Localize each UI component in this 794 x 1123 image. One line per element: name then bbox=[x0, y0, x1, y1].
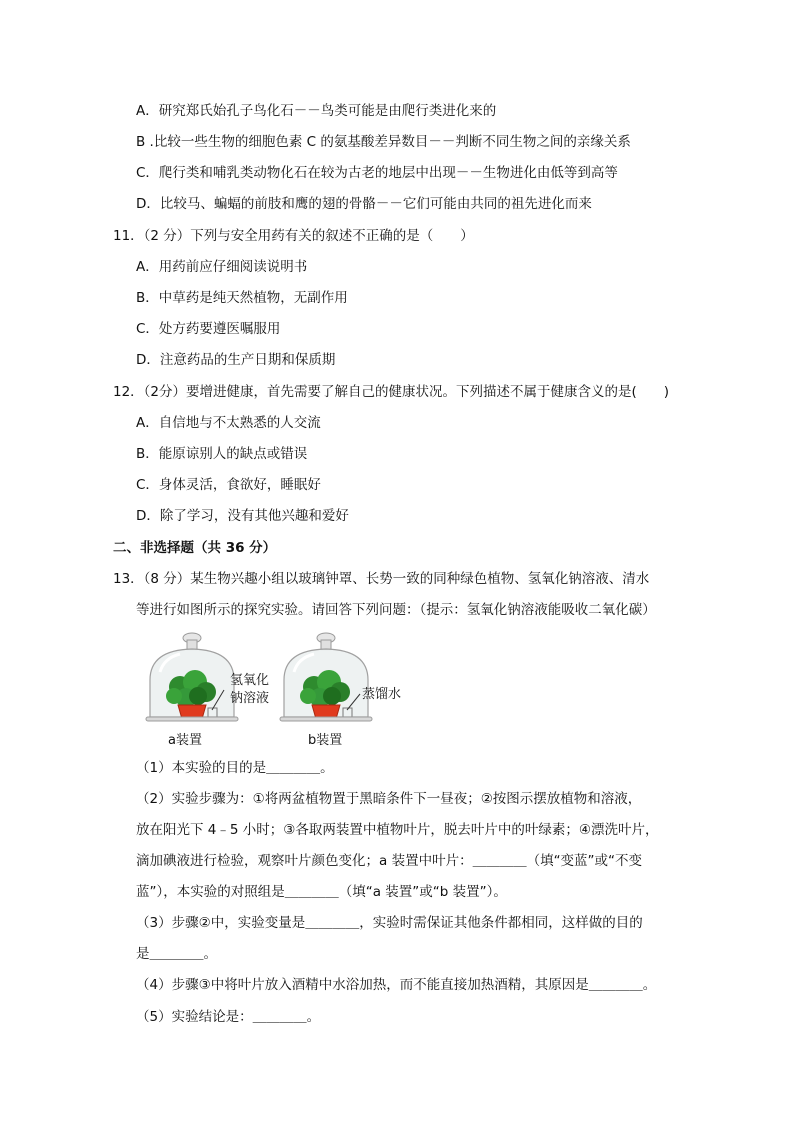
q11-stem: 11．（2 分）下列与安全用药有关的叙述不正确的是（ ） bbox=[113, 228, 474, 244]
q13-part-4: （4）步骤③中将叶片放入酒精中水浴加热，而不能直接加热酒精，其原因是＿＿＿＿。 bbox=[136, 977, 657, 993]
apparatus-b bbox=[280, 633, 372, 721]
q13-part-3-line-2: 是＿＿＿＿。 bbox=[136, 946, 217, 962]
q10-option-c: C．爬行类和哺乳类动物化石在较为古老的地层中出现－－生物进化由低等到高等 bbox=[136, 165, 618, 181]
q12-option-c: C．身体灵活，食欲好，睡眠好 bbox=[136, 477, 321, 493]
a-solution-label-2: 钠溶液 bbox=[230, 691, 270, 706]
q13-part-2-line-2: 放在阳光下 4﹣5 小时；③各取两装置中植物叶片，脱去叶片中的叶绿素；④漂洗叶片， bbox=[136, 822, 659, 838]
a-apparatus-caption: a装置 bbox=[168, 733, 202, 748]
q11-option-d: D．注意药品的生产日期和保质期 bbox=[136, 352, 336, 368]
section-heading: 二、非选择题（共 36 分） bbox=[113, 540, 277, 556]
b-apparatus-caption: b装置 bbox=[308, 733, 343, 748]
q13-part-2-line-3: 滴加碘液进行检验，观察叶片颜色变化；a 装置中叶片：＿＿＿＿（填“变蓝”或“不变 bbox=[136, 853, 643, 869]
q13-part-1: （1）本实验的目的是＿＿＿＿。 bbox=[136, 760, 334, 776]
q12-option-b: B．能原谅别人的缺点或错误 bbox=[136, 446, 308, 462]
q13-stem-line-2: 等进行如图所示的探究实验。请回答下列问题：（提示：氢氧化钠溶液能吸收二氧化碳） bbox=[136, 602, 656, 618]
q12-option-d: D．除了学习，没有其他兴趣和爱好 bbox=[136, 508, 349, 524]
q10-option-a: A．研究郑氏始孔子鸟化石－－鸟类可能是由爬行类进化来的 bbox=[136, 103, 497, 119]
q12-option-a: A．自信地与不太熟悉的人交流 bbox=[136, 415, 321, 431]
b-solution-label: 蒸馏水 bbox=[362, 687, 402, 702]
q13-stem-line-1: 13．（8 分）某生物兴趣小组以玻璃钟罩、长势一致的同种绿色植物、氢氧化钠溶液、清水 bbox=[113, 571, 650, 587]
q10-option-b: B .比较一些生物的细胞色素 C 的氨基酸差异数目－－判断不同生物之间的亲缘关系 bbox=[136, 134, 631, 150]
q12-stem: 12．（2分）要增进健康，首先需要了解自己的健康状况。下列描述不属于健康含义的是( ) bbox=[113, 384, 670, 400]
experiment-figure bbox=[140, 632, 440, 750]
q13-part-2-line-1: （2）实验步骤为：①将两盆植物置于黑暗条件下一昼夜；②按图示摆放植物和溶液， bbox=[136, 791, 642, 807]
a-solution-label-1: 氢氧化 bbox=[230, 673, 270, 688]
q13-part-3-line-1: （3）步骤②中，实验变量是＿＿＿＿，实验时需保证其他条件都相同，这样做的目的 bbox=[136, 915, 643, 931]
q13-part-2-line-4: 蓝”），本实验的对照组是＿＿＿＿（填“a 装置”或“b 装置”）。 bbox=[136, 884, 507, 900]
q11-option-a: A．用药前应仔细阅读说明书 bbox=[136, 259, 308, 275]
apparatus-a bbox=[146, 633, 238, 721]
q11-option-b: B．中草药是纯天然植物，无副作用 bbox=[136, 290, 348, 306]
q13-part-5: （5）实验结论是：＿＿＿＿。 bbox=[136, 1009, 321, 1025]
q11-option-c: C．处方药要遵医嘱服用 bbox=[136, 321, 281, 337]
q10-option-d: D．比较马、蝙蝠的前肢和鹰的翅的骨骼－－它们可能由共同的祖先进化而来 bbox=[136, 196, 592, 212]
